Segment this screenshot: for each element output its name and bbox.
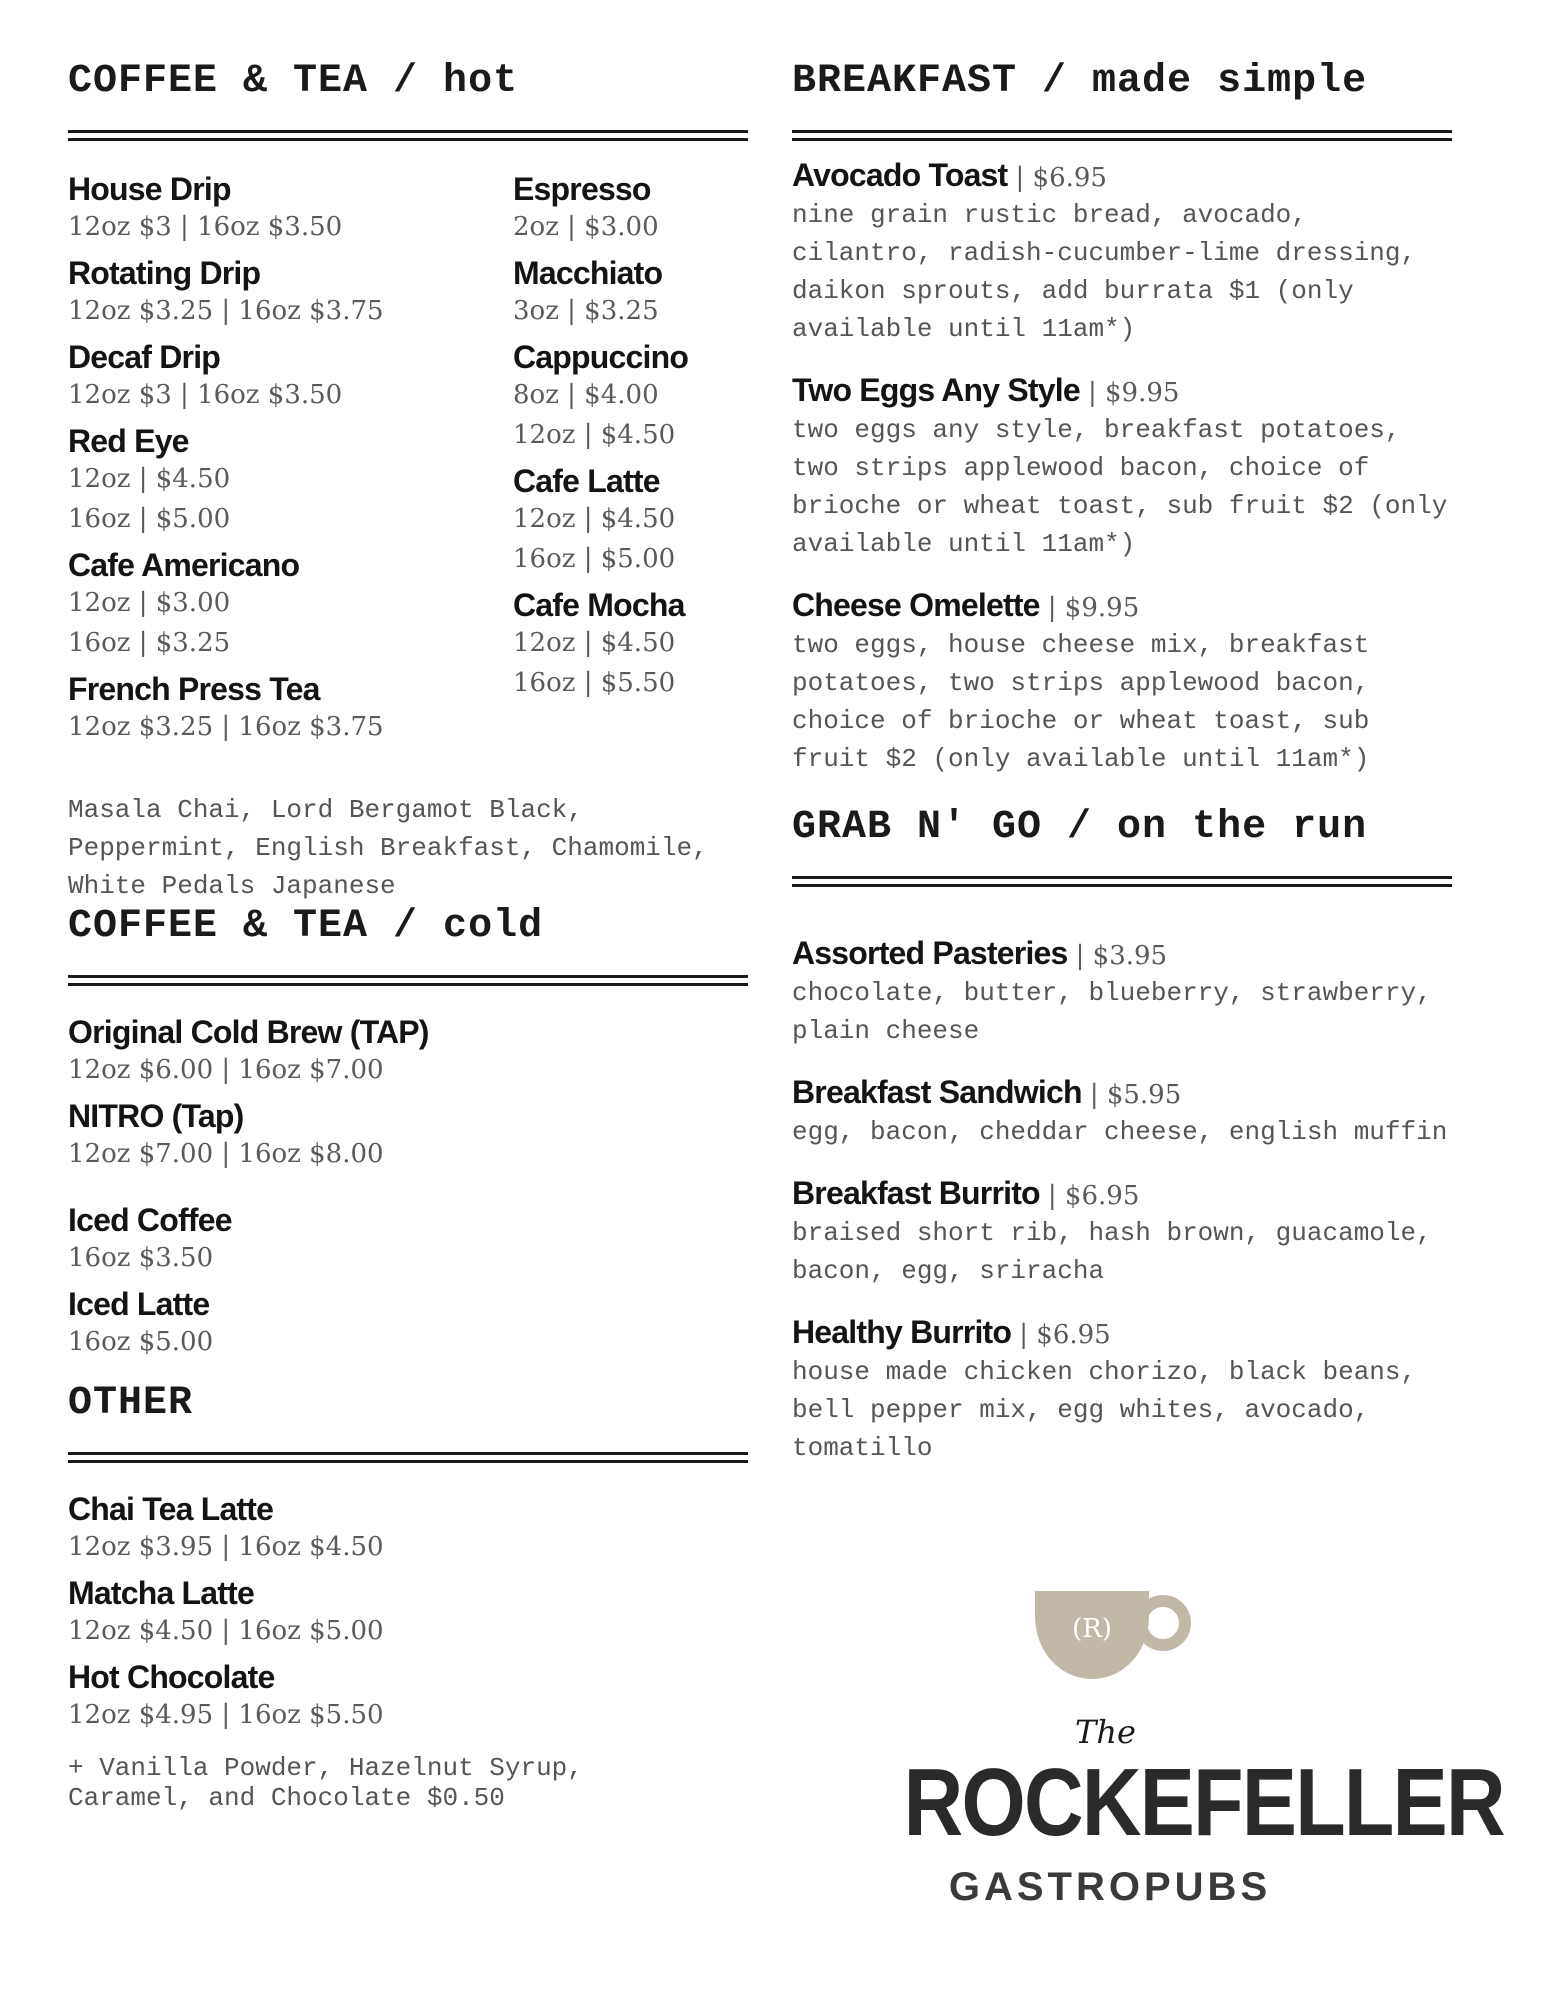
item-price: 16oz $5.00 <box>68 1327 214 1357</box>
menu-item <box>792 1175 1452 1290</box>
item-price: | $9.95 <box>1087 378 1180 408</box>
item-description: egg, bacon, cheddar cheese, english muffin <box>792 1117 1448 1147</box>
item-name: Breakfast Burrito | $6.95 <box>792 1175 1140 1211</box>
item-name: Macchiato <box>513 255 663 291</box>
item-name: Cafe Mocha <box>513 587 685 623</box>
item-price: | $5.95 <box>1089 1080 1182 1110</box>
item-name: Rotating Drip <box>68 255 261 291</box>
item-price: 16oz $3.50 <box>68 1243 214 1273</box>
addons-note: + Vanilla Powder, Hazelnut Syrup, Caramel, and Chocolate $0.50 <box>68 1753 583 1813</box>
menu-item <box>792 372 1452 563</box>
menu-item <box>68 1659 748 1735</box>
section-title-grab: GRAB N' GO / on the run <box>792 805 1368 850</box>
menu-item <box>792 587 1452 778</box>
section-title-cold: COFFEE & TEA / cold <box>68 904 544 949</box>
menu-item <box>68 255 508 331</box>
item-name: House Drip <box>68 171 231 207</box>
menu-item <box>68 1575 748 1651</box>
item-price: 16oz | $5.50 <box>513 668 676 698</box>
item-description: nine grain rustic bread, avocado, cilantro, radish-cucumber-lime dressing, daikon sprouts, add burrata $1 (only available until 11am*) <box>792 200 1417 344</box>
item-name: Cafe Latte <box>513 463 660 499</box>
item-name: NITRO (Tap) <box>68 1098 244 1134</box>
item-price: 12oz | $4.50 <box>513 628 676 658</box>
cold-menu <box>68 986 748 1362</box>
menu-item <box>792 1074 1452 1151</box>
logo-the: The <box>1075 1713 1136 1751</box>
menu-item <box>513 463 753 579</box>
section-divider <box>792 876 1452 887</box>
item-price: 12oz $4.95 | 16oz $5.50 <box>68 1700 384 1730</box>
item-price: 12oz $3 | 16oz $3.50 <box>68 380 343 410</box>
section-divider <box>68 1452 748 1463</box>
item-name: Breakfast Sandwich | $5.95 <box>792 1074 1182 1110</box>
menu-item <box>68 671 508 747</box>
item-name: Two Eggs Any Style | $9.95 <box>792 372 1180 408</box>
item-price: 12oz $7.00 | 16oz $8.00 <box>68 1139 384 1169</box>
menu-item <box>68 171 508 247</box>
menu-item <box>68 1491 748 1567</box>
item-description: two eggs, house cheese mix, breakfast potatoes, two strips applewood bacon, choice of brioche or wheat toast, sub fruit $2 (only available until 11am*) <box>792 630 1370 774</box>
item-name: Matcha Latte <box>68 1575 254 1611</box>
menu-item <box>513 587 753 703</box>
item-name: Cheese Omelette | $9.95 <box>792 587 1140 623</box>
item-price: | $6.95 <box>1047 1181 1140 1211</box>
item-name: Original Cold Brew (TAP) <box>68 1014 429 1050</box>
item-name: Iced Coffee <box>68 1202 232 1238</box>
menu-item <box>792 157 1452 348</box>
item-price: 12oz $3.25 | 16oz $3.75 <box>68 712 384 742</box>
item-name: Cappuccino <box>513 339 689 375</box>
item-price: 8oz | $4.00 <box>513 380 659 410</box>
menu-item <box>513 255 753 331</box>
item-description: house made chicken chorizo, black beans, bell pepper mix, egg whites, avocado, tomatillo <box>792 1357 1417 1463</box>
section-divider <box>68 130 748 141</box>
item-price: 12oz | $4.50 <box>513 420 676 450</box>
item-name: Decaf Drip <box>68 339 221 375</box>
menu-item <box>68 1286 748 1362</box>
item-price: 3oz | $3.25 <box>513 296 659 326</box>
item-name: Hot Chocolate <box>68 1659 275 1695</box>
left-column <box>68 56 748 1813</box>
breakfast-menu <box>792 141 1452 778</box>
item-price: | $6.95 <box>1019 1320 1111 1350</box>
item-name: Red Eye <box>68 423 189 459</box>
item-price: 12oz $6.00 | 16oz $7.00 <box>68 1055 384 1085</box>
item-description: braised short rib, hash brown, guacamole, bacon, egg, sriracha <box>792 1218 1432 1286</box>
item-name: Cafe Americano <box>68 547 300 583</box>
menu-item <box>513 339 753 455</box>
item-price: | $3.95 <box>1075 941 1168 971</box>
item-price: 12oz $3.25 | 16oz $3.75 <box>68 296 384 326</box>
item-price: 16oz | $3.25 <box>68 628 231 658</box>
menu-item <box>68 1202 748 1278</box>
hot-column-b <box>513 171 753 711</box>
section-title-hot: COFFEE & TEA / hot <box>68 59 519 104</box>
item-name: French Press Tea <box>68 671 320 707</box>
item-price: 12oz $3.95 | 16oz $4.50 <box>68 1532 384 1562</box>
menu-item <box>68 339 508 415</box>
item-price: 12oz | $3.00 <box>68 588 231 618</box>
menu-item <box>68 1014 748 1090</box>
item-price: 12oz | $4.50 <box>68 464 231 494</box>
menu-item <box>513 171 753 247</box>
hot-menu <box>68 141 748 901</box>
section-divider <box>68 975 748 986</box>
section-divider <box>792 130 1452 141</box>
item-price: 12oz $3 | 16oz $3.50 <box>68 212 343 242</box>
other-menu <box>68 1463 748 1813</box>
item-description: two eggs any style, breakfast potatoes, two strips applewood bacon, choice of brioche or wheat toast, sub fruit $2 (only available until 11am*) <box>792 415 1448 559</box>
item-name: Assorted Pasteries | $3.95 <box>792 935 1168 971</box>
hot-column-a <box>68 171 508 755</box>
menu-item <box>792 1314 1452 1467</box>
item-price: 16oz | $5.00 <box>513 544 676 574</box>
tea-options: Masala Chai, Lord Bergamot Black, Peppermint, English Breakfast, Chamomile, White Pedals Japanese <box>68 795 708 901</box>
item-price: 2oz | $3.00 <box>513 212 659 242</box>
menu-item <box>68 1098 748 1174</box>
item-price: 12oz $4.50 | 16oz $5.00 <box>68 1616 384 1646</box>
item-name: Avocado Toast | $6.95 <box>792 157 1107 193</box>
cup-mark: (R) <box>1072 1614 1112 1644</box>
item-name: Healthy Burrito | $6.95 <box>792 1314 1111 1350</box>
logo-name: ROCKEFELLER <box>903 1749 1504 1856</box>
item-price: | $9.95 <box>1047 593 1140 623</box>
item-price: 16oz | $5.00 <box>68 504 231 534</box>
item-price: | $6.95 <box>1015 163 1107 193</box>
coffee-cup-icon <box>1025 1585 1195 1685</box>
section-title-other: OTHER <box>68 1381 194 1426</box>
menu-item <box>68 547 508 663</box>
item-name: Chai Tea Latte <box>68 1491 274 1527</box>
grab-menu <box>792 887 1452 1467</box>
logo-subtitle: GASTROPUBS <box>948 1865 1272 1909</box>
rockefeller-logo <box>870 1585 1504 1925</box>
right-column <box>792 56 1452 1491</box>
menu-item <box>68 423 508 539</box>
item-description: chocolate, butter, blueberry, strawberry, plain cheese <box>792 978 1432 1046</box>
item-name: Iced Latte <box>68 1286 210 1322</box>
menu-item <box>792 935 1452 1050</box>
section-title-breakfast: BREAKFAST / made simple <box>792 59 1368 104</box>
item-name: Espresso <box>513 171 651 207</box>
item-price: 12oz | $4.50 <box>513 504 676 534</box>
